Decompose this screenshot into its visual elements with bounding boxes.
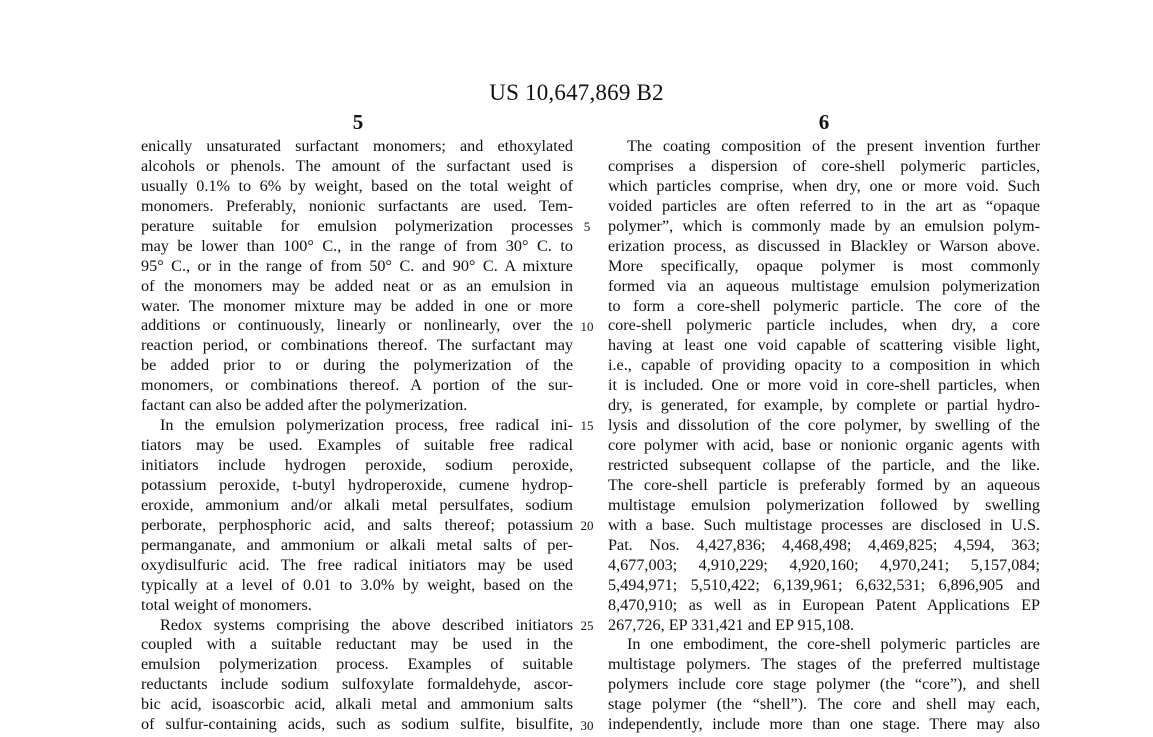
text-line: polymers include core stage polymer (the “core”), and shell <box>608 675 1040 694</box>
text-line: Redox systems comprising the above described initiators <box>160 615 573 634</box>
text-line: comprises a dispersion of core-shell polymeric particles, <box>608 156 1040 175</box>
text-line: it is included. One or more void in core-shell particles, when <box>608 376 1040 395</box>
text-line: In the emulsion polymerization process, free radical ini- <box>160 416 573 435</box>
text-line: independently, include more than one stage. There may also <box>608 715 1040 734</box>
text-line: of sulfur-containing acids, such as sodium sulfite, bisulfite, <box>141 715 573 734</box>
text-line: oxydisulfuric acid. The free radical initiators may be used <box>141 555 573 574</box>
text-line: i.e., capable of providing opacity to a composition in which <box>608 356 1040 375</box>
text-line: additions or continuously, linearly or nonlinearly, over the <box>141 316 573 335</box>
margin-line-number: 10 <box>580 318 594 334</box>
text-line: stage polymer (the “shell”). The core and shell may each, <box>608 695 1040 714</box>
text-line: 8,470,910; as well as in European Patent Applications EP <box>608 595 1040 614</box>
patent-number: US 10,647,869 B2 <box>489 80 664 105</box>
text-line: enically unsaturated surfactant monomers; and ethoxylated <box>141 137 573 155</box>
text-line: be added prior to or during the polymerization of the <box>141 356 573 375</box>
text-line: Pat. Nos. 4,427,836; 4,468,498; 4,469,825; 4,594, 363; <box>608 535 1040 554</box>
left-page-number: 5 <box>352 110 364 134</box>
right-text-column <box>608 137 1040 735</box>
text-line: tiators may be used. Examples of suitable free radical <box>141 436 573 455</box>
text-line: core polymer with acid, base or nonionic organic agents with <box>608 436 1040 455</box>
text-line: monomers, or combinations thereof. A portion of the sur- <box>141 376 573 395</box>
text-line: The core-shell particle is preferably formed by an aqueous <box>608 475 1040 494</box>
text-line: alcohols or phenols. The amount of the surfactant used is <box>141 156 573 175</box>
text-line: reaction period, or combinations thereof. The surfactant may <box>141 336 573 355</box>
margin-line-number: 30 <box>580 717 594 733</box>
text-line: multistage polymers. The stages of the preferred multistage <box>608 655 1040 674</box>
text-line: dry, is generated, for example, by complete or partial hydro- <box>608 396 1040 415</box>
text-line: total weight of monomers. <box>141 595 312 614</box>
text-line: 4,677,003; 4,910,229; 4,920,160; 4,970,241; 5,157,084; <box>608 555 1040 574</box>
text-line: monomers. Preferably, nonionic surfactants are used. Tem- <box>141 196 573 215</box>
text-line: In one embodiment, the core-shell polymeric particles are <box>627 635 1040 654</box>
text-line: of the monomers may be added neat or as an emulsion in <box>141 276 573 295</box>
text-line: initiators include hydrogen peroxide, sodium peroxide, <box>141 456 573 474</box>
text-line: which particles comprise, when dry, one or more void. Such <box>608 176 1040 195</box>
text-line: lysis and dissolution of the core polymer, by swelling of the <box>608 416 1040 435</box>
text-line: potassium peroxide, t-butyl hydroperoxide, cumene hydrop- <box>141 475 573 494</box>
text-line: water. The monomer mixture may be added in one or more <box>141 296 573 315</box>
margin-line-number: 5 <box>583 218 591 234</box>
text-line: formed via an aqueous multistage emulsion polymerization <box>608 276 1040 295</box>
text-line: perature suitable for emulsion polymerization processes <box>141 216 573 235</box>
margin-line-number: 15 <box>580 418 594 434</box>
text-line: restricted subsequent collapse of the particle, and the like. <box>608 456 1040 474</box>
text-line: perborate, perphosphoric acid, and salts thereof; potassium <box>141 515 573 534</box>
text-line: having at least one void capable of scattering visible light, <box>608 336 1040 355</box>
right-page-number: 6 <box>818 110 830 134</box>
text-line: to form a core-shell polymeric particle. The core of the <box>608 296 1040 315</box>
text-line: coupled with a suitable reductant may be used in the <box>141 635 573 654</box>
text-line: reductants include sodium sulfoxylate formaldehyde, ascor- <box>141 675 573 694</box>
text-line: polymer”, which is commonly made by an emulsion polym- <box>608 216 1040 235</box>
margin-line-number: 25 <box>580 617 594 633</box>
text-line: core-shell polymeric particle includes, when dry, a core <box>608 316 1040 335</box>
text-line: 5,494,971; 5,510,422; 6,139,961; 6,632,531; 6,896,905 and <box>608 575 1040 594</box>
text-line: usually 0.1% to 6% by weight, based on the total weight of <box>141 176 573 195</box>
left-text-column <box>141 137 573 735</box>
text-line: The coating composition of the present invention further <box>627 137 1040 155</box>
text-line: 267,726, EP 331,421 and EP 915,108. <box>608 615 855 634</box>
text-line: multistage emulsion polymerization followed by swelling <box>608 495 1040 514</box>
text-line: may be lower than 100° C., in the range of from 30° C. to <box>141 236 573 255</box>
text-line: emulsion polymerization process. Examples of suitable <box>141 655 573 674</box>
text-line: typically at a level of 0.01 to 3.0% by weight, based on the <box>141 575 573 594</box>
text-line: with a base. Such multistage processes are disclosed in U.S. <box>608 515 1040 534</box>
text-line: bic acid, isoascorbic acid, alkali metal and ammonium salts <box>141 695 573 714</box>
text-line: More specifically, opaque polymer is most commonly <box>608 256 1040 275</box>
text-line: voided particles are often referred to in the art as “opaque <box>608 196 1040 215</box>
margin-line-number: 20 <box>580 518 594 534</box>
text-line: erization process, as discussed in Blackley or Warson above. <box>608 236 1040 255</box>
text-line: 95° C., or in the range of from 50° C. and 90° C. A mixture <box>141 256 573 275</box>
text-line: permanganate, and ammonium or alkali metal salts of per- <box>141 535 573 554</box>
text-line: factant can also be added after the polymerization. <box>141 396 468 415</box>
text-line: eroxide, ammonium and/or alkali metal persulfates, sodium <box>141 495 573 514</box>
